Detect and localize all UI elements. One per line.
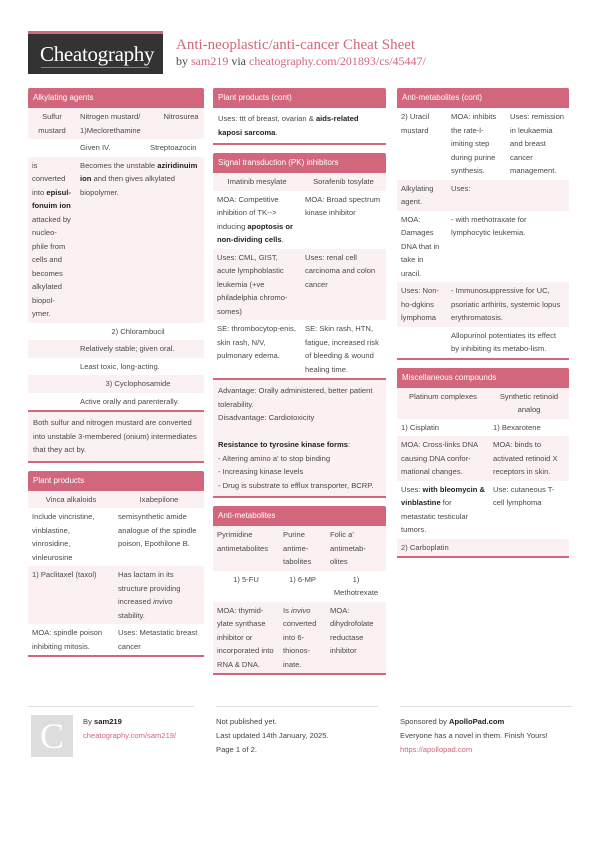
author-info <box>83 715 194 743</box>
table-cell <box>76 159 204 321</box>
header-cell: Nitrogen mustard/ 1)Meclorethamine <box>80 112 141 135</box>
table-cell: SE: thrombocytop-enis, skin rash, N/V, pulmonary edema. <box>217 324 296 360</box>
table-row <box>397 327 569 358</box>
table-cell: Uses: <box>451 183 471 193</box>
by-label: By <box>83 717 92 726</box>
resistance-item: - Increasing kinase levels <box>218 467 304 476</box>
table-header-row <box>28 108 204 139</box>
footer-status <box>216 706 378 757</box>
header-cell: Sulfur mustard <box>38 112 66 135</box>
table-cell: MOA: Damages DNA that in take in uracil. <box>401 214 440 278</box>
header-cell: Vinca alkaloids <box>45 494 97 504</box>
cell-bold: with bleomycin & vinblastine <box>401 484 485 507</box>
section-title: Miscellaneous compounds <box>397 368 569 388</box>
page-title: Anti-neoplastic/anti-cancer Cheat Sheet <box>176 37 416 53</box>
resistance-item: - Drug is substrate to efflux transporter, BCRP. <box>218 480 374 490</box>
header-cell: Pyrimidine antimetabolites <box>217 530 269 553</box>
table-cell: MOA: inhibits the rate-l-imiting step during purine synthesis. <box>451 112 497 175</box>
header-cell: Nitrosurea <box>163 112 199 121</box>
disadvantage-text: Disadvantage: Cardiotoxicity <box>218 413 315 422</box>
table-row <box>28 508 204 566</box>
table-cell: semisynthetic amide analogue of the spindle poison, Epothilone B. <box>118 512 197 548</box>
colon: : <box>348 440 351 449</box>
sponsor-name: ApolloPad.com <box>449 717 505 726</box>
section-alkylating-agents <box>28 88 204 412</box>
footer-sponsor <box>400 706 572 757</box>
table-header-row <box>28 491 204 509</box>
section-anti-metabolites-cont <box>397 88 569 360</box>
section-plant-products <box>28 471 204 658</box>
column-3 <box>397 88 569 566</box>
table-cell: 1) Bexarotene <box>493 422 541 432</box>
table-row <box>397 282 569 327</box>
cell-italic: invivo <box>291 605 311 615</box>
table-cell <box>279 604 326 672</box>
header-cell: Imatinib mesylate <box>227 177 287 186</box>
table-cell <box>213 193 301 247</box>
header-cell: Sorafenib tosylate <box>313 177 374 186</box>
table-cell: MOA: dihydrofolate reductase inhibitor <box>330 605 374 655</box>
table-row <box>28 566 204 624</box>
table-row <box>397 419 569 437</box>
table-cell: MOA: spindle poison inhibiting mitosis. <box>32 628 103 651</box>
sheet-url-link[interactable]: cheatography.com/201893/cs/45447/ <box>249 54 426 68</box>
cell-text: Becomes the unstable <box>80 160 156 170</box>
section-signal-notes <box>213 380 386 498</box>
page-number: Page 1 of 2. <box>216 745 257 754</box>
logo-underline <box>41 67 149 68</box>
section-alkylating-note <box>28 412 204 463</box>
table-row <box>397 481 569 539</box>
table-row <box>213 320 386 378</box>
sponsor-link[interactable]: https://apollopad.com <box>400 745 473 754</box>
text: . <box>275 127 278 137</box>
table-row <box>28 375 204 393</box>
header-cell: Ixabepilone <box>139 494 179 504</box>
text-bold: aids-related kaposi sarcoma <box>218 114 359 137</box>
column-1 <box>28 88 204 665</box>
table-cell: Alkylating agent. <box>401 183 434 206</box>
cell-text: converted into 6-thionos-inate. <box>283 619 317 669</box>
section-title: Signal transduction (PK) inhibitors <box>213 153 386 173</box>
cell-bold: episul-fonuim ion <box>32 187 71 210</box>
table-cell: Use: cutaneous T-cell lymphoma <box>493 484 555 507</box>
table-cell: MOA: Cross-links DNA causing DNA confor-mational changes. <box>401 440 478 476</box>
cell-text: MOA: Competitive inhibition of TK--> inducing <box>217 194 279 231</box>
last-updated: Last updated 14th January, 2025. <box>216 731 329 740</box>
table-row <box>397 539 569 557</box>
author-line <box>83 715 194 729</box>
cell-text: is converted into <box>32 160 66 197</box>
cell-text: and then gives alkylated biopolymer. <box>80 174 175 197</box>
cell-text: Uses: <box>401 484 421 494</box>
table-row <box>28 358 204 376</box>
table-row <box>397 180 569 211</box>
table-row <box>213 191 386 249</box>
table-cell <box>397 483 489 537</box>
header-cell: Platinum complexes <box>409 391 477 401</box>
table-row <box>397 211 569 283</box>
table-row <box>397 436 569 481</box>
table-row <box>213 602 386 674</box>
table-header-row <box>213 173 386 191</box>
header-cell: Purine antime-tabolites <box>283 530 312 566</box>
table-row <box>28 139 204 157</box>
via-label: via <box>231 54 247 68</box>
table-cell: Least toxic, long-acting. <box>80 361 160 371</box>
table-cell: 1) 6-MP <box>288 574 316 584</box>
table-header-row <box>397 388 569 419</box>
section-signal-transduction <box>213 153 386 380</box>
table-cell <box>28 159 76 321</box>
page-header <box>28 31 588 74</box>
resistance-item: - Altering amino a' to stop binding <box>218 453 331 463</box>
table-cell: Uses: Metastatic breast cancer <box>118 628 198 651</box>
table-cell <box>114 568 204 622</box>
header-cell: Synthetic retinoid analog <box>499 391 559 414</box>
spacer <box>218 425 381 439</box>
table-cell: Include vincristine, vinblastine, vinrosidine, vinleurosine <box>32 512 95 562</box>
table-cell: 2) Carboplatin <box>401 542 449 552</box>
table-cell: Relatively stable; given oral. <box>80 344 175 353</box>
cell-text: Is <box>283 605 289 615</box>
section-title: Plant products <box>28 471 204 491</box>
section-title: Anti-metabolites <box>213 506 386 526</box>
table-cell: Active orally and parenterally. <box>80 396 180 406</box>
table-cell: MOA: Broad spectrum kinase inhibitor <box>305 194 381 217</box>
table-cell: - with methotraxate for lymphocytic leukemia. <box>451 214 527 237</box>
section-title: Anti-metabolites (cont) <box>397 88 569 108</box>
cheatography-logo[interactable] <box>28 31 163 74</box>
table-cell: 1) Methotrexate <box>333 574 379 597</box>
table-cell: Given IV. <box>80 143 111 152</box>
section-plant-products-cont <box>213 88 386 145</box>
table-cell: 2) Chlorambucil <box>111 326 165 336</box>
cell-text: attacked by nucleo-phile from cells and becomes alkylated biopol-ymer. <box>32 214 71 318</box>
advantage-text: Advantage: Orally administered, better patient tolerability. <box>218 386 373 409</box>
author-profile-link[interactable]: cheatography.com/sam219/ <box>83 731 177 740</box>
section-title: Alkylating agents <box>28 88 204 108</box>
table-row <box>397 108 569 180</box>
cell-text: stability. <box>118 610 145 620</box>
byline <box>176 54 426 69</box>
table-cell: MOA: binds to activated retinoid X receptors in skin. <box>493 440 558 476</box>
table-row <box>28 340 204 358</box>
table-cell: Uses: renal cell carcinoma and colon cancer <box>305 252 376 289</box>
table-cell: - Immunosuppressive for UC, psoriatic arthirits, systemic lopus erythromatosis. <box>451 286 561 322</box>
table-header-row <box>213 526 386 571</box>
table-row <box>213 571 386 602</box>
table-cell: 2) Uracil mustard <box>401 112 430 135</box>
publish-status: Not published yet. <box>216 717 277 726</box>
note-text: Both sulfur and nitrogen mustard are converted into unstable 3-membered (onium) intermediates that they act by. <box>28 412 204 461</box>
section-anti-metabolites <box>213 506 386 675</box>
sponsor-tagline: Everyone has a novel in them. Finish Yours! <box>400 731 548 740</box>
text: Uses: ttt of breast, ovarian & <box>218 114 314 123</box>
avatar: C <box>31 715 73 757</box>
table-cell: Uses: Non-ho-dgkins lymphoma <box>401 286 439 322</box>
table-cell: Streptoazocin <box>150 143 197 152</box>
author-link[interactable]: sam219 <box>191 54 229 68</box>
cell-text: for metastatic testicular tumors. <box>401 498 469 534</box>
footer-author <box>28 706 194 756</box>
table-row <box>28 393 204 411</box>
table-cell <box>397 329 447 356</box>
cell-bold: aziridinuim ion <box>80 160 198 183</box>
by-label: by <box>176 54 188 68</box>
table-cell: 3) Cyclophosamide <box>105 379 171 388</box>
notes-block <box>213 380 386 496</box>
cell-bold: apoptosis or non-dividing cells <box>217 221 293 244</box>
column-2 <box>213 88 386 683</box>
table-row <box>28 624 204 655</box>
table-cell: 1) Paclitaxel (taxol) <box>32 570 97 579</box>
cell-italic: invivo <box>153 597 173 606</box>
cell-text: . <box>281 235 284 244</box>
section-text <box>213 108 386 143</box>
author-name: sam219 <box>94 717 122 726</box>
table-cell: Uses: CML, GIST, acute lymphoblastic leukemia (+ve philadelphia chromo-somes) <box>217 252 288 316</box>
resistance-heading <box>218 438 381 452</box>
section-miscellaneous-compounds <box>397 368 569 559</box>
sponsor-line <box>400 715 572 729</box>
section-title: Plant products (cont) <box>213 88 386 108</box>
resistance-title: Resistance to tyrosine kinase forms <box>218 440 348 449</box>
table-cell: Allopurinol potentiates its effect by inhibiting its metabo-lism. <box>451 330 556 353</box>
header-cell: Folic a' antimetab-olites <box>330 530 366 566</box>
table-cell: 1) Cisplatin <box>401 422 439 432</box>
table-row <box>213 249 386 321</box>
table-row <box>28 323 204 341</box>
table-cell: 1) 5-FU <box>233 574 259 584</box>
table-cell <box>28 141 76 155</box>
logo-text: Cheatography <box>40 42 155 66</box>
table-cell: Uses: remission in leukaemia and breast cancer management. <box>510 112 565 175</box>
table-row <box>28 157 204 323</box>
table-cell: SE: Skin rash, HTN, fatigue, increased risk of bleeding & wound healing time. <box>305 324 379 374</box>
sponsored-label: Sponsored by <box>400 717 447 726</box>
table-cell: MOA: thymid-ylate synthase inhibitor or incorporated into RNA & DNA. <box>217 605 274 669</box>
cell-text: Has lactam in its structure providing increased <box>118 570 181 606</box>
